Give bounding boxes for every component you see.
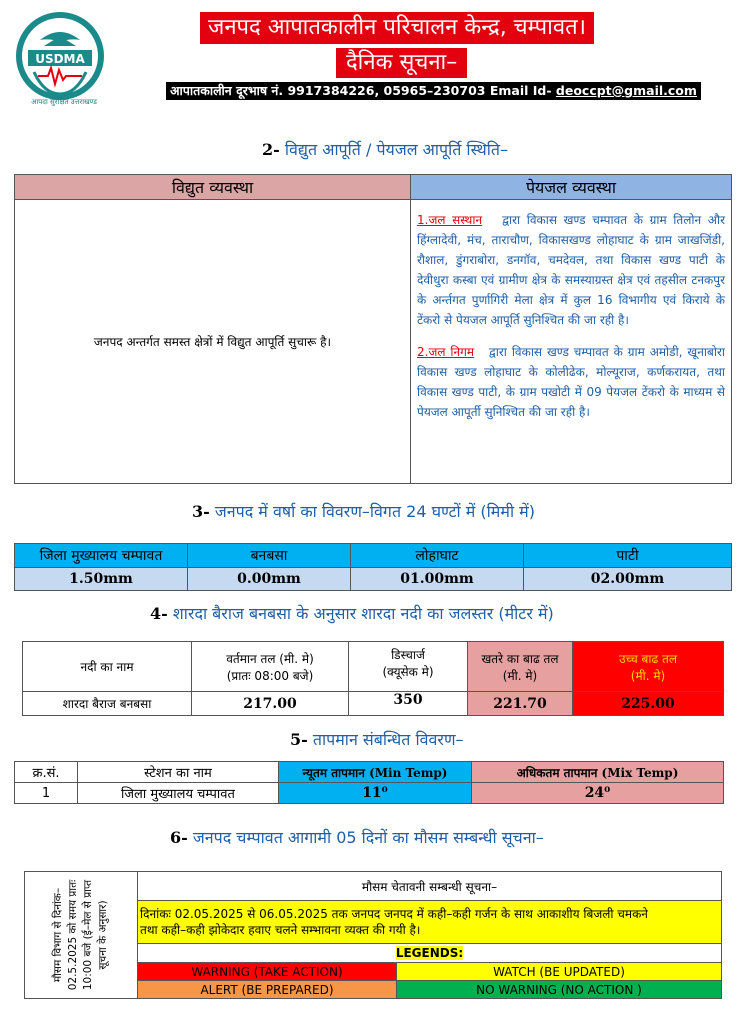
high-header-unit: (मी. मे) (630, 668, 666, 683)
section6-heading (170, 826, 544, 848)
water-status (411, 200, 732, 484)
station-name: जिला मुख्यालय चम्पावत (78, 783, 279, 804)
warning-line-1: दिनांकः 02.05.2025 से 06.05.2025 तक जनपद जनपद में कही–कही गर्जन के साथ आकाशीय बिजली चमकने (140, 907, 648, 921)
current-level: 217.00 (192, 692, 349, 716)
water2-label: 2.जल निगम (417, 345, 475, 359)
section6-title: जनपद चम्पावत आगामी 05 दिनों का मौसम सम्बन्धी सूचना– (192, 828, 544, 847)
danger-level-header (468, 642, 573, 692)
temperature-table (14, 761, 724, 804)
source-note-text: मौसम विभाग से दिनांक–02.5.2025 को समय प्रातः 10:00 बजे (ई–मेल से प्राप्त सूचना के अनुसार) (52, 879, 109, 991)
power-status: जनपद अन्तर्गत समस्त क्षेत्रों में विद्युत आपूर्ति सुचारू है। (15, 200, 411, 484)
max-temp: 24⁰ (472, 783, 724, 804)
high-flood-level: 225.00 (573, 692, 724, 716)
section3-heading (192, 500, 535, 522)
logo-text: USDMA (35, 52, 85, 66)
min-temp: 11⁰ (279, 783, 472, 804)
rain-value-2: 01.00mm (351, 568, 524, 591)
sno-header: क्र.सं. (15, 762, 78, 783)
legends-label (138, 944, 722, 963)
river-name-header: नदी का नाम (23, 642, 192, 692)
rain-header-0: जिला मुख्यालय चम्पावत (15, 544, 188, 568)
level-header-text: वर्तमान तल (मी. मे) (226, 651, 314, 666)
water-item-2 (417, 342, 725, 422)
section3-number: 3- (192, 502, 210, 521)
rainfall-table (14, 543, 732, 591)
danger-header-text: खतरे का बाढ तल (481, 651, 559, 666)
section5-title: तापमान संबन्धित विवरण– (312, 730, 464, 749)
legend-nowarning: NO WARNING (NO ACTION ) (397, 981, 722, 999)
river-name: शारदा बैराज बनबसा (23, 692, 192, 716)
section4-number: 4- (150, 604, 168, 623)
rain-value-3: 02.00mm (524, 568, 732, 591)
page-subtitle: दैनिक सूचना– (336, 48, 467, 78)
max-temp-header: अधिकतम तापमान (Mix Temp) (472, 762, 724, 783)
logo-tagline: आपदा सुरक्षित उत्तराखण्ड (31, 98, 97, 106)
warning-line-2: तथा कही–कही झोकेदार हवाए चलने सम्भावना व्यक्त की गयी है। (140, 923, 421, 937)
rain-value-1: 0.00mm (188, 568, 351, 591)
section2-title: विद्युत आपूर्ति / पेयजल आपूर्ति स्थिति– (284, 140, 508, 159)
contact-bar (166, 82, 701, 100)
weather-warning-table (24, 871, 722, 999)
page-title (200, 12, 594, 44)
rain-header-2: लोहाघाट (351, 544, 524, 568)
water1-text: द्वारा विकास खण्ड चम्पावत के ग्राम तिलोन और हिंग्लादेवी, मंच, ताराचौण, विकासखण्ड लोहाघाट के ग्राम जाखजिंडी, रौशाल, डुंगराबोरा, डनगॉव, चमदेवल, तथा विकास खण्ड पाटी के देवीधुरा कस्बा एवं ग्रामीण क्षेत्र के समस्याग्रस्त क्षेत्र एवं तहसील टनकपुर के अर्न्तगत पुर्णागिरी मेला क्षेत्र में कुल 16 विभागीय एवं किराये के टेंकरो से पेयजल आपूर्ति सुनिश्चित की जा रही है। (417, 213, 725, 327)
rain-header-3: पाटी (524, 544, 732, 568)
section3-title: जनपद में वर्षा का विवरण–विगत 24 घण्टों में (मिमी में) (214, 502, 535, 521)
water-header: पेयजल व्यवस्था (411, 175, 732, 200)
water2-text: द्वारा विकास खण्ड चम्पावत के ग्राम अमोडी, खूनाबोरा विकास खण्ड लोहाघाट के कोलीढेक, मोल्यूराज, कर्णकरायत, तथा विकास खण्ड पाटी, के ग्राम पखोटी में 09 पेयजल टेंकरो के माध्यम से पेयजल आपूर्ती सुनिश्चित की जा रही है। (417, 345, 725, 419)
section4-heading (150, 602, 554, 624)
usdma-logo (14, 10, 106, 102)
discharge-header (349, 642, 468, 692)
danger-header-unit: (मी. मे) (502, 668, 538, 683)
section2-number: 2- (262, 140, 280, 159)
phone-line: आपातकालीन दूरभाष नं. 9917384226, 05965–230703 (170, 83, 486, 98)
section5-heading (290, 728, 464, 750)
email-link[interactable]: deoccpt@gmail.com (555, 83, 697, 98)
discharge-header-text: डिस्चार्ज (391, 648, 425, 662)
discharge-header-unit: (क्यूसेक मे) (382, 665, 434, 679)
rain-header-1: बनबसा (188, 544, 351, 568)
sno-value: 1 (15, 783, 78, 804)
water1-label: 1.जल सस्थान (417, 213, 483, 227)
warning-title: मौसम चेतावनी सम्बन्धी सूचना– (138, 872, 722, 901)
section6-number: 6- (170, 828, 188, 847)
high-header-text: उच्च बाढ तल (618, 651, 678, 666)
level-header-time: (प्रातः 08:00 बजे) (226, 668, 314, 683)
section4-title: शारदा बैराज बनबसा के अनुसार शारदा नदी का जलस्तर (मीटर में) (172, 604, 554, 623)
rain-value-0: 1.50mm (15, 568, 188, 591)
station-header: स्टेशन का नाम (78, 762, 279, 783)
min-temp-header: न्यूतम तापमान (Min Temp) (279, 762, 472, 783)
legend-warning: WARNING (TAKE ACTION) (138, 963, 397, 981)
danger-level: 221.70 (468, 692, 573, 716)
title-text: जनपद आपातकालीन परिचालन केन्द्र, चम्पावत। (208, 15, 586, 40)
water-item-1 (417, 210, 725, 330)
warning-message (138, 901, 722, 944)
power-water-table (14, 174, 732, 484)
email-label: Email Id- (489, 83, 552, 98)
weather-source-note (25, 872, 138, 999)
legend-alert: ALERT (BE PREPARED) (138, 981, 397, 999)
legends-text: LEGENDS: (395, 946, 464, 960)
current-level-header (192, 642, 349, 692)
legend-watch: WATCH (BE UPDATED) (397, 963, 722, 981)
high-flood-header (573, 642, 724, 692)
discharge-value: 350 (349, 692, 468, 716)
section5-number: 5- (290, 730, 308, 749)
river-level-table (22, 641, 724, 716)
power-header: विद्युत व्यवस्था (15, 175, 411, 200)
section2-heading (262, 138, 508, 160)
